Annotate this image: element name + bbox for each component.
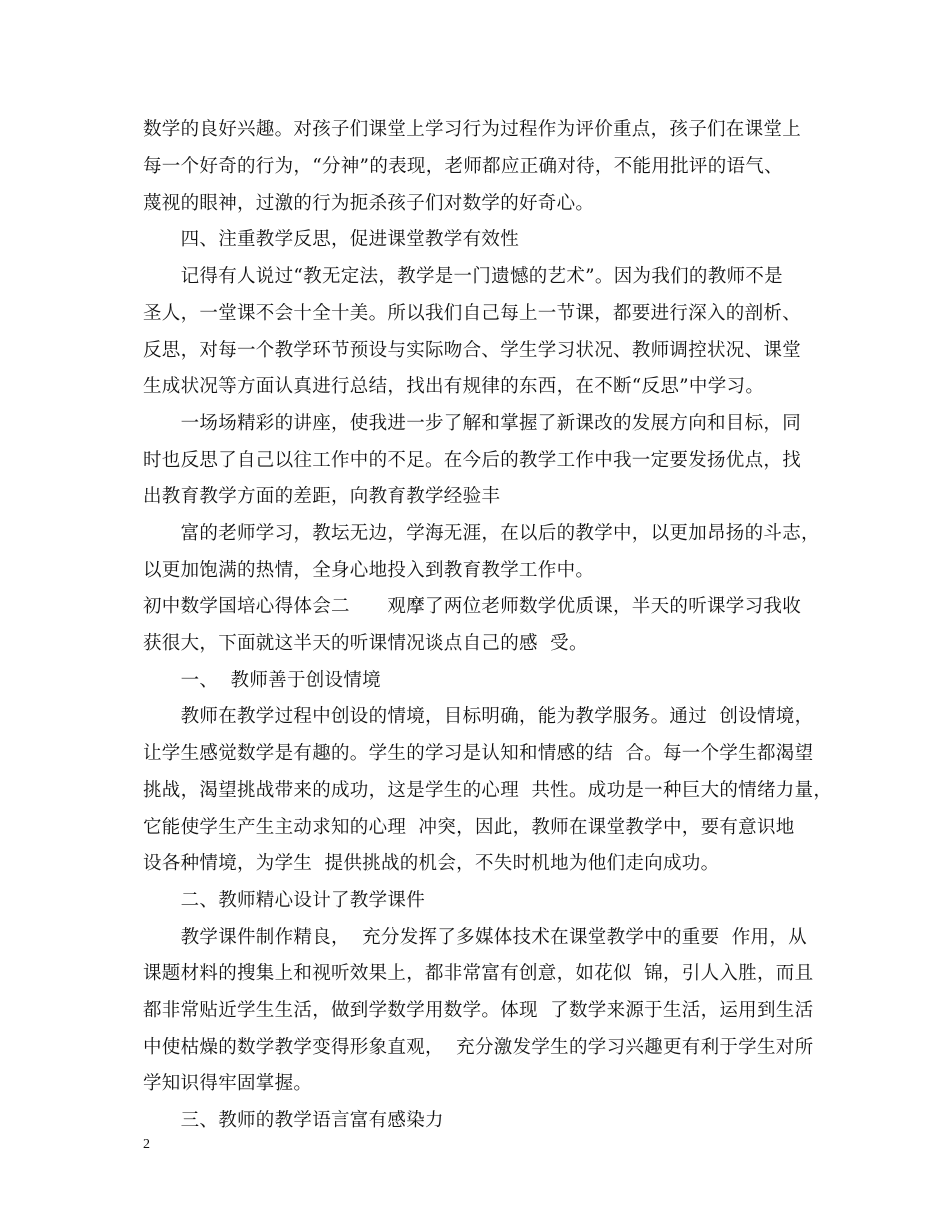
text-line: 生成状况等方面认真进行总结，找出有规律的东西，在不断“反思”中学习。 xyxy=(143,376,765,397)
text-line: 获很大，下面就这半天的听课情况谈点自己的感 受。 xyxy=(143,633,588,654)
section-heading: 一、 教师善于创设情境 xyxy=(143,670,381,691)
text-line: 学知识得牢固掌握。 xyxy=(143,1073,313,1094)
section-heading: 三、教师的教学语言富有感染力 xyxy=(143,1110,444,1131)
text-line: 让学生感觉数学是有趣的。学生的学习是认知和情感的结 合。每一个学生都渴望 xyxy=(143,743,814,764)
text-line: 初中数学国培心得体会二 观摩了两位老师数学优质课，半天的听课学习我收 xyxy=(143,596,802,617)
section-heading: 二、教师精心设计了教学课件 xyxy=(143,890,426,911)
text-line: 挑战，渴望挑战带来的成功，这是学生的心理 共性。成功是一种巨大的情绪力量， xyxy=(143,780,833,801)
text-line: 设各种情境，为学生 提供挑战的机会，不失时机地为他们走向成功。 xyxy=(143,853,720,874)
text-line: 它能使学生产生主动求知的心理 冲突，因此，教师在课堂教学中，要有意识地 xyxy=(143,817,795,838)
section-heading: 四、注重教学反思，促进课堂教学有效性 xyxy=(143,229,520,250)
text-line: 出教育教学方面的差距，向教育教学经验丰 xyxy=(143,486,501,507)
text-line: 课题材料的搜集上和视听效果上，都非常富有创意，如花似 锦，引人入胜，而且 xyxy=(143,963,814,984)
text-line: 每一个好奇的行为，“分神”的表现，老师都应正确对待，不能用批评的语气、 xyxy=(143,156,783,177)
text-line: 教学课件制作精良， 充分发挥了多媒体技术在课堂教学中的重要 作用，从 xyxy=(143,927,807,948)
text-line: 圣人，一堂课不会十全十美。所以我们自己每上一节课，都要进行深入的剖析、 xyxy=(143,303,802,324)
text-line: 记得有人说过“教无定法，教学是一门遗憾的艺术”。因为我们的教师不是 xyxy=(143,266,783,287)
text-line: 一场场精彩的讲座，使我进一步了解和掌握了新课改的发展方向和目标，同 xyxy=(143,413,802,434)
text-line: 中使枯燥的数学教学变得形象直观， 充分激发学生的学习兴趣更有利于学生对所 xyxy=(143,1037,814,1058)
text-line: 反思，对每一个教学环节预设与实际吻合、学生学习状况、教师调控状况、课堂 xyxy=(143,340,802,361)
text-line: 都非常贴近学生生活，做到学数学用数学。体现 了数学来源于生活，运用到生活 xyxy=(143,1000,814,1021)
text-line: 时也反思了自己以往工作中的不足。在今后的教学工作中我一定要发扬优点，找 xyxy=(143,450,802,471)
text-line: 富的老师学习，教坛无边，学海无涯，在以后的教学中，以更加昂扬的斗志， xyxy=(143,523,820,544)
page-number: 2 xyxy=(143,1137,150,1152)
text-line: 教师在教学过程中创设的情境，目标明确，能为教学服务。通过 创设情境， xyxy=(143,706,814,727)
text-line: 蔑视的眼神，过激的行为扼杀孩子们对数学的好奇心。 xyxy=(143,193,595,214)
text-line: 数学的良好兴趣。对孩子们课堂上学习行为过程作为评价重点，孩子们在课堂上 xyxy=(143,119,802,140)
text-line: 以更加饱满的热情，全身心地投入到教育教学工作中。 xyxy=(143,560,595,581)
